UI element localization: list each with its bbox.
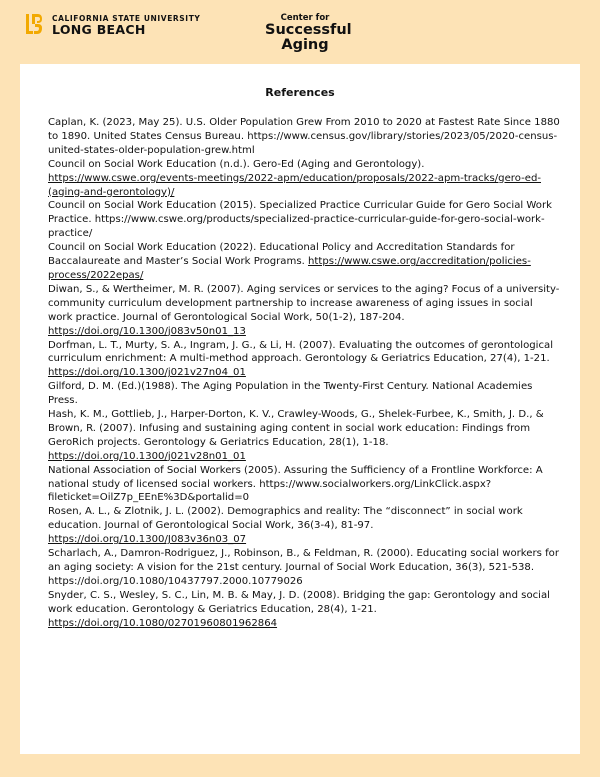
reference-text: Hash, K. M., Gottlieb, J., Harper-Dorton, K. V., Crawley-Woods, G., Shelek-Furbee, K., Smith, J. D., & Brown, R. (2007). Infusing and sustaining aging content in social work education: Findings from GeroRich projects. Gerontology & Geriatrics Education, 28(1), 1-18. (48, 409, 544, 448)
decorative-corner-bottom-left (0, 735, 40, 777)
reference-item (48, 408, 560, 464)
reference-item (48, 199, 560, 241)
reference-text: National Association of Social Workers (2005). Assuring the Sufficiency of a Frontline Workforce: A national study of licensed social workers. https://www.socialworkers.org/LinkClick.aspx?fileticket=OilZ7p_EEnE%3D&portalid=0 (48, 464, 543, 504)
center-logo-line2: Successful (265, 22, 352, 38)
reference-item (48, 283, 560, 339)
page-title: References (265, 86, 335, 99)
reference-text: Snyder, C. S., Wesley, S. C., Lin, M. B. & May, J. D. (2008). Bridging the gap: Gerontology and social work education. Gerontology & Geriatrics Education, 28(4), 1-21. (48, 589, 550, 615)
university-name-line1: CALIFORNIA STATE UNIVERSITY (52, 13, 201, 23)
reference-item (48, 505, 560, 547)
csulb-lb-icon (24, 12, 44, 38)
university-name-line2: LONG BEACH (52, 21, 146, 37)
reference-text: Scharlach, A., Damron-Rodriguez, J., Robinson, B., & Feldman, R. (2000). Educating social workers for an aging society: A vision for the 21st century. Journal of Social Work Education, 36(3), 521-538. https://doi.org/10.1080/10437797.2000.10779026 (48, 548, 559, 587)
csulb-logo[interactable] (24, 12, 200, 38)
reference-text: Diwan, S., & Wertheimer, M. R. (2007). Aging services or services to the aging? Focus of a university-community curriculum development partnership to increase awareness of aging issues in social work practice. Journal of Gerontological Social Work, 50(1-2), 187-204. (48, 283, 560, 323)
reference-text: Caplan, K. (2023, May 25). U.S. Older Population Grew From 2010 to 2020 at Fastest Rate Since 1880 to 1890. United States Census Bureau. https://www.census.gov/library/stories/2023/05/2020-census-united-states-older-population-grew.html (48, 117, 560, 156)
reference-item (48, 464, 560, 506)
reference-link[interactable]: https://www.cswe.org/accreditation/policies-process/2022epas/ (48, 256, 531, 281)
reference-link[interactable]: https://doi.org/10.1300/j083v50n01_13 (48, 325, 246, 337)
reference-text: Dorfman, L. T., Murty, S. A., Ingram, J. G., & Li, H. (2007). Evaluating the outcomes of gerontological curriculum enrichment: A multi-method approach. Gerontology & Geriatrics Education, 27(4), 1-21. (48, 339, 553, 365)
reference-text: Council on Social Work Education (n.d.). Gero-Ed (Aging and Gerontology). (48, 158, 425, 170)
reference-link[interactable]: https://doi.org/10.1300/j021v27n04_01 (48, 367, 246, 379)
reference-item (48, 547, 560, 589)
reference-item (48, 116, 560, 158)
center-logo-line1: Center for (280, 13, 330, 23)
center-logo[interactable] (265, 13, 352, 53)
reference-item (48, 241, 560, 283)
reference-item (48, 339, 560, 381)
reference-text: Council on Social Work Education (2015). Specialized Practice Curricular Guide for Gero Social Work Practice. https://www.cswe.org/products/specialized-practice-curricular-guide-for-gero-social-work-practice/ (48, 200, 552, 240)
reference-list (48, 116, 560, 631)
reference-text: Council on Social Work Education (2022). Educational Policy and Accreditation Standards for Baccalaureate and Master’s Social Work Programs. (48, 242, 515, 268)
center-logo-line3: Aging (281, 37, 329, 53)
reference-link[interactable]: https://www.cswe.org/events-meetings/2022-apm/education/proposals/2022-apm-tracks/gero-ed-(aging-and-gerontology)/ (48, 172, 541, 198)
reference-text: Rosen, A. L., & Zlotnik, J. L. (2002). Demographics and reality: The “disconnect” in social work education. Journal of Gerontological Social Work, 36(3-4), 81-97. (48, 506, 523, 532)
reference-link[interactable]: https://doi.org/10.1300/J083v36n03_07 (48, 534, 247, 546)
reference-item (48, 589, 560, 631)
reference-link[interactable]: https://doi.org/10.1080/02701960801962864 (48, 617, 278, 629)
reference-item (48, 158, 560, 200)
reference-item (48, 380, 560, 408)
reference-link[interactable]: https://doi.org/10.1300/j021v28n01_01 (48, 450, 246, 462)
reference-text: Gilford, D. M. (Ed.)(1988). The Aging Population in the Twenty-First Century. National Academies Press. (48, 381, 533, 407)
